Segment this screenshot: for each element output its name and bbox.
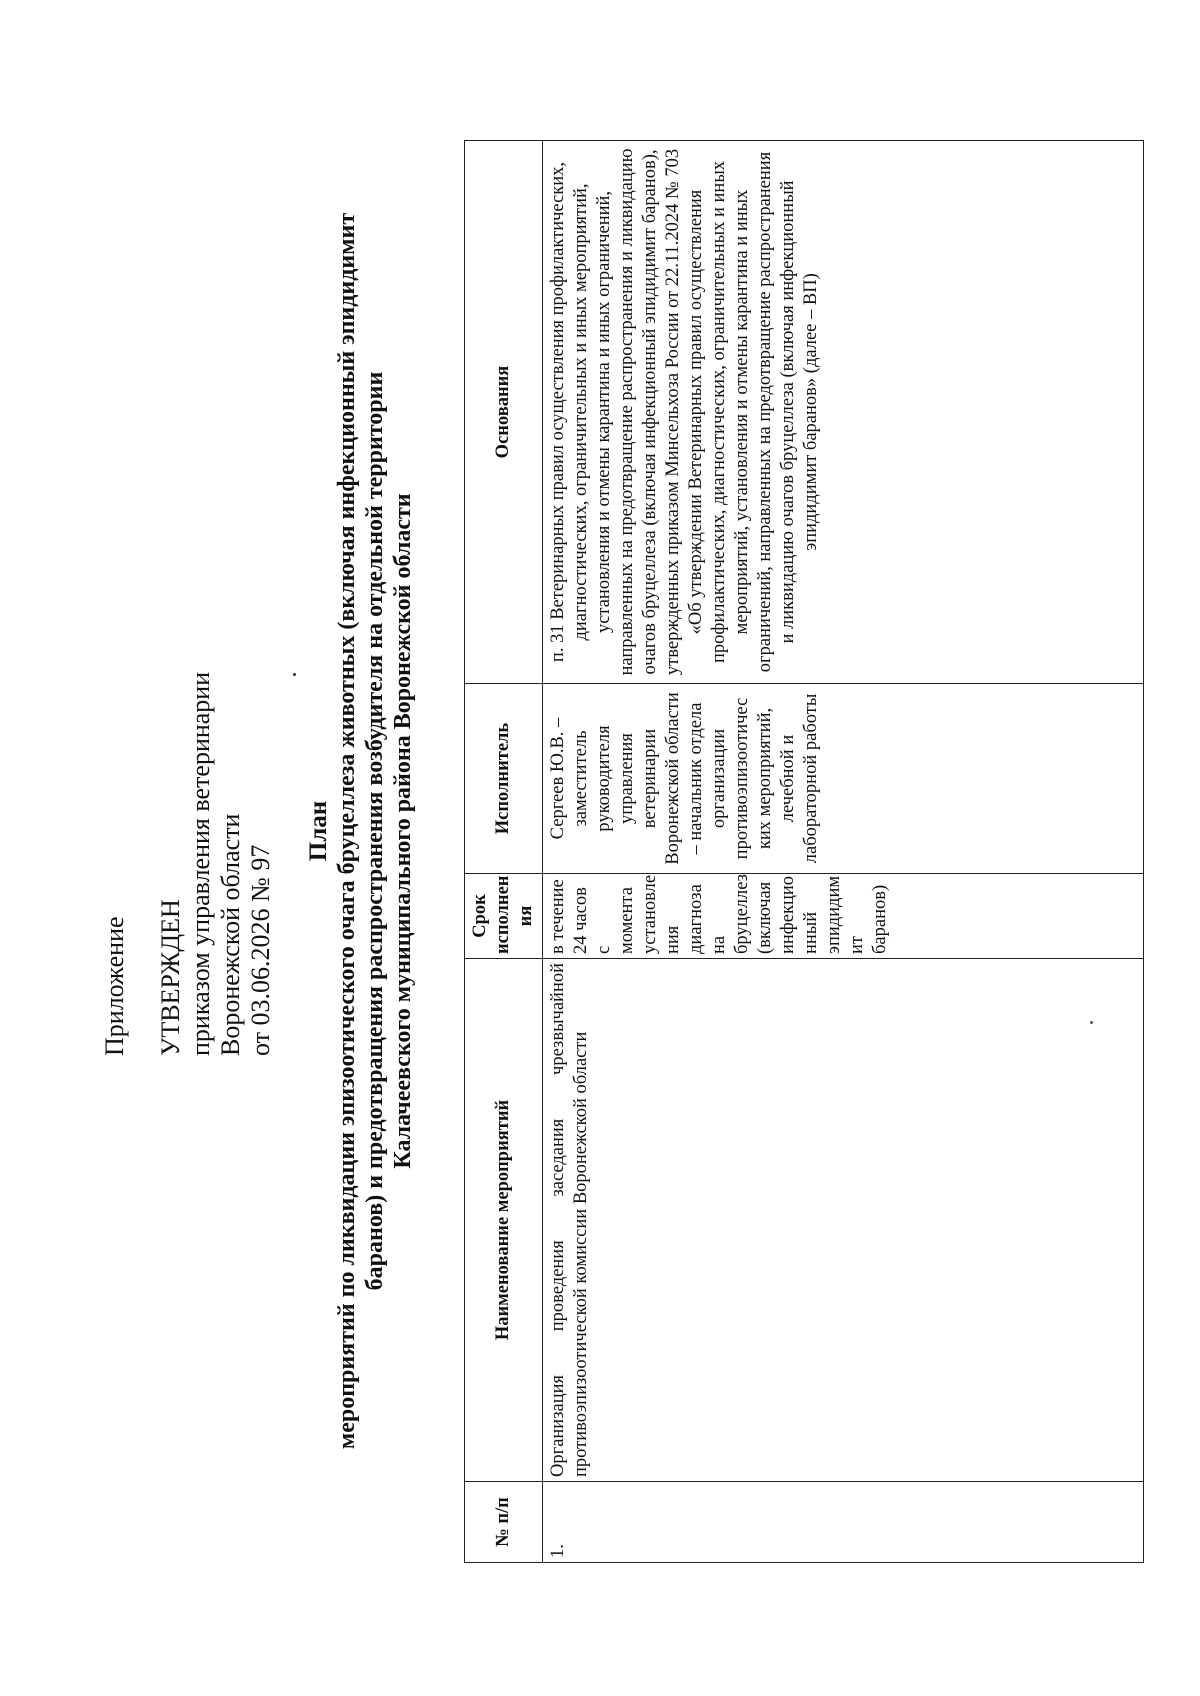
approval-line-1: приказом управления ветеринарии [186,671,215,1056]
column-header-deadline: Срок исполнен ия [465,874,543,959]
cell-number: 1. [543,1482,1144,1563]
approved-label: УТВЕРЖДЕН [156,899,185,1056]
appendix-label: Приложение [100,916,129,1056]
plan-title: План [305,800,332,862]
approval-date-line: от 03.06.2026 № 97 [246,844,275,1056]
cell-measure-name: Организация проведения заседания чрезвычайной противоэпизоотической комиссии Воронежской области [543,959,1144,1482]
scan-speck [293,673,296,676]
plan-subtitle-line-3: Калачеевского муниципального района Воронежской области [390,493,416,1169]
column-header-executor: Исполнитель [465,684,543,874]
column-header-name: Наименование мероприятий [465,959,543,1482]
column-header-number: № п/п [465,1482,543,1563]
plan-subtitle-line-2: баранов) и предотвращения распространения возбудителя на отдельной территории [362,371,388,1291]
cell-deadline: в течение 24 часов с момента установле ния диагноза на бруцеллез (включая инфекцио нный эпидидим ит баранов) [543,874,1144,959]
cell-basis: п. 31 Ветеринарных правил осуществления профилактических, диагностических, ограничительных и иных мероприятий, установления и отмены карантина и иных ограничений, направленных на предотвращение распространения и ликвидацию очагов бруцеллеза (включая инфекционный эпидидимит баранов), утвержденных приказом Минсельхоза России от 22.11.2024 № 703 «Об утверждении Ветеринарных правил осуществления профилактических, диагностических, ограничительных и иных мероприятий, установления и отмены карантина и иных ограничений, направленных на предотвращение распространения и ликвидацию очагов бруцеллеза (включая инфекционный эпидидимит баранов» (далее – ВП) [543,141,1144,684]
approval-line-2: Воронежской области [216,813,245,1056]
table-row [543,141,1144,1563]
cell-executor: Сергеев Ю.В. – заместитель руководителя управления ветеринарии Воронежской области – начальник отдела организации противоэпизоотичес ких мероприятий, лечебной и лабораторной работы [543,684,1144,874]
plan-heading [305,116,417,1546]
table-header-row [465,141,543,1563]
plan-subtitle-line-1: мероприятий по ликвидации эпизоотического очага бруцеллеза животных (включая инфекционный эпидидимит [334,212,360,1450]
approval-block [100,516,276,1056]
column-header-basis: Основания [465,141,543,684]
measures-table [464,140,1144,1563]
